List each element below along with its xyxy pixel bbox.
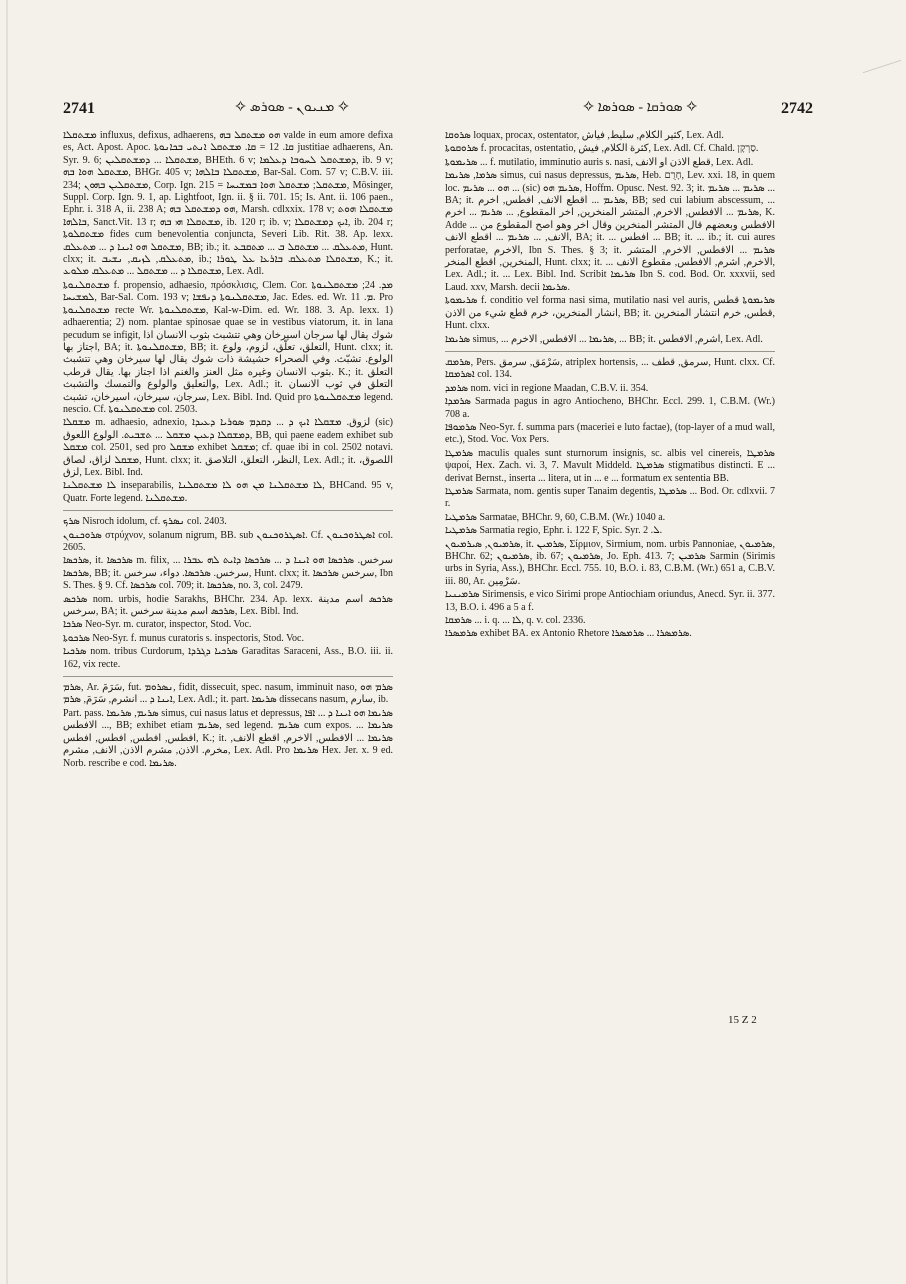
- entry: ܣܪܝܡܐ simus, ... ܣܪܝܡܐ ... الافطس, الاخرم, ... BB; it. اشرم, الافطس, Lex. Adl.: [445, 333, 763, 345]
- entry: ܣܪܘܩܘܬܐ f. procacitas, ostentatio, كثرة الكلام, فيش, Lex. Adl. Cf. Chald. סַרְקָן.: [445, 143, 759, 155]
- page-header: [63, 96, 813, 126]
- entry: ܣܪܡܛܐ maculis quales sunt sturnorum insignis, sc. albis vel cinereis, ܣܪܡܛܐ ψαροί, Hex. Zach. vi. 3, 7. Mavult Middeld. ܣܪܡܛܐ stigmatibus distincti. E ... derivat Bernst., inserta ... litera, ut in ... e ... formatum ex sententia BB.: [445, 447, 775, 484]
- right-running-title: ܣܘܪܩܐ - ܣܘܪܣܐ: [597, 100, 683, 115]
- entry: ܡܫܬܩܠܐ influxus, defixus, adhaerens, ܗܘ ܡܫܬܩܠ ܒܗ valde in eum amore defixa es, Act. Apost. Apoc. ܩܐ. 12 = ܩܐ. ܡܫܬܩܠ ܐܢܬܝ ܒܟܐܢܘܬܐ justitiae adhaerens, An. Syr. 9. 6; ܡܫܬܩܠܐ ... ܕܡܫܬܩܠܝܢ, BHEth. 6 v; ܕܡܫܬܩܠ ܠܚܘܒܐ ܕܥܠܡܐ, ib. 9 v; ܡܫܬܩܠ ܗܘܐ ܒܗ, BHGr. 405 v; ܡܫܬܩܠܐ ܒܐܠܗܐ, Bar-Sal. Com. 57 v; C.B.V. iii. 234; ܡܫܬܩܠܝܢ ܒܗܘܢ, Corp. Ign. 215 = ܡܫܬܩܠ; ܡܫܬܩܠ ܗܘܐ ܒܡܫܝܚܐ, Mösinger, Suppl. Corp. Ign. 9. 1, ap. Lightfoot, Ign. ii. § ii. 701. 15; Is. Ant. ii. 106 paen., Ephr. i. 318 A, ii. 238 A; ܗܘ ܕܡܫܬܩܠ ܒܗ, Marsh. cdlxxix. 178 v; ܡܫܬܩܠܐ ܗܘܬ ܒܐܠܗܐ, Sanct.Vit. 13 r; ܡܫܬܩܠܐ ܗܝ ܒܗ, ib. 120 r; ib. v; ܐܝܟ ܕܡܫܬܩܠܐ, ib. 204 r; ܡܫܬܩܠܘܬܐ fides cum benevolentia conjuncta, Severi Lib. Rit. 38. Ap. lexx. ܡܫܬܩܠ ܗܘ ܐܝܢܐ ܕ ... ܡܬܥܠܩ, BB; ib.; it. ܡܬܥܠܩ ... ܡܫܬܩܠ ܒ ... ܡܬܩܒܥ, Hunt. clxx; it. ܡܬܥܠܩ, ܠܙܝܩ, ܢܫܝܒ, ib.; ܡܫܬܩܠܐ ܡܬܥܠܩ ܒܐܪܥܐ ܥܠ ܛܘܪܐ, K.; it. ܡܫܬܩܠܐ ܕ ... ܡܫܬܩܠ ... ܡܬܥܠܩ ܡܠܘܥ, Lex. Adl.: [63, 130, 394, 278]
- entry: ܣܪܡܘܦܐ Neo-Syr. f. summa pars (maceriei e luto factae), (top-layer of a mud wall, etc.), Stod. Voc. Vox Pers.: [445, 421, 775, 446]
- entry: ܣܪܟ Nisroch idolum, cf. ܢܣܪܟ col. 2403.: [63, 516, 227, 528]
- signature-mark: 15 Z 2: [728, 1014, 757, 1026]
- entry: ܣܪܟܝܐ nom. tribus Curdorum, ܣܪܟܝܐ ܕܓܪܕܐ Garaditas Saraceni, Ass., B.O. iii. ii. 162, vix recte.: [63, 646, 393, 670]
- left-page-number: 2741: [63, 100, 95, 117]
- entry: ܣܪܟܘܬܐ Neo-Syr. f. munus curatoris s. inspectoris, Stod. Voc.: [63, 632, 304, 644]
- entry: ܣܪܡܣܪܐ exhibet BA. ex Antonio Rhetore ܣܪܡܣܪܐ ... ܣܪܡܣܪܐ.: [445, 628, 692, 640]
- entry: ܣܪܡܕܐ Sarmada pagus in agro Antiocheno, BHChr. Eccl. 299. 1, C.B.M. (Wr.) 708 a.: [445, 396, 775, 420]
- left-running-head: ✧ ܡܢܝܘܢ - ܣܘܪܣ ✧: [235, 100, 349, 115]
- entry: ܣܪܡܩܐ ... i. q. ... ܠܐ, q. v. col. 2336.: [445, 615, 586, 627]
- margin-mark: [863, 60, 901, 73]
- entry: ܣܪܡܕ nom. vici in regione Maadan, C.B.V. ii. 354.: [445, 382, 649, 394]
- right-page-number: 2742: [781, 100, 813, 117]
- left-running-title: ܡܢܝܘܢ - ܣܘܪܣ: [249, 100, 335, 115]
- entry: ܣܪܟܣ nom. urbis, hodie Sarakhs, BHChr. 234. Ap. lexx. ܣܪܟܣ اسم مدينة سرخس, BA; it. ܣܪܟܣ اسم مدينة سرخس, Lex. Bibl. Ind.: [63, 593, 393, 618]
- entry: ܣܪܝܡܘܬܐ ... f. mutilatio, imminutio auris s. nasi, قطع الاذن او الانف, Lex. Adl.: [445, 156, 754, 168]
- entry: ܣܪܟܐ Neo-Syr. m. curator, inspector, Stod. Voc.: [63, 619, 252, 631]
- page-edge: [6, 0, 8, 1284]
- entry: ܣܪܡܐ, ܣܪܝܡܐ simus, cui nasus depressus, ܣܪܝܡ, Heb. חָרֻם, Lev. xxi. 18, in quem loc. ܗܘ ... ܣܪܝܡ ... (sic) ܣܪܝܡ ܗܘ, Hoffm. Opusc. Nest. 92. 3; it. ܣܪܝܡ ... ܣܪܝܡ ... BA; it. ܣܪܝܡ ... اقطع الانف, افطس, اخرم, BB; sed cui labium abscessum, ... ܣܪܝܡ ... الافطس, الاخرم, المتشر المنخرين, اخر المقطوع, ... ܣܪܝܡ ... اخرم, K. Adde ... الافطس وبعضهم قال المتشر المنخرين وقال اخر وهو اصح المقطوع من الانف, ... ܣܪܝܡ ... اقطع الانف, BA; it. ... افطس ... BB; it. ... ib.; it. cui aures perforatae, الاخرم, Ibn S. Thes. § 3; it. ܣܪܝܡ ... الافطس, الاخرم, المتشر المنخرين, اقطع المنخر, Hunt. clxx; it. ... الاخرم, اشرم, الافطس, مقطوع الانف, Lex. Adl.; it. ... Lex. Bibl. Ind. Scribit ܣܪܝܡܐ Ibn S. cod. Bod. Or. xxxvii, sed Laud. xxv, Marsh. decii ܣܪܝܡܐ.: [445, 170, 776, 293]
- right-running-head: ✧ ܣܘܪܩܐ - ܣܘܪܣܐ ✧: [583, 100, 698, 115]
- entry: ܣܪܟܣܐ, it. ܣܪܟܣܐ m. filix, سرخس. ܣܪܟܣܐ ܗܘ ܐܝܢܐ ܕ ... ܣܪܟܣܐ ܕܐܝܬ ܠܗ ܥܒܪܐ ... ܣܪܟܣܐ, BB; it. سرخس. ܣܪܟܣܐ. دواء، سرخس, Hunt. clxx; it. سرخس ܣܪܟܣܐ, Ibn S. Thes. § 9. Cf. ܣܪܟܣܐ col. 709; it. ܣܪܟܣܐ, no. 3, col. 2479.: [63, 555, 393, 592]
- entry: ܠܐ ܡܫܬܩܠܢܐ inseparabilis, ܠܐ ܡܫܬܩܠܢܐ ܡܢ ܗܘ ܠܐ ܡܫܬܩܠܢܐ, BHCand. 95 v, Quatr. Forte legend. ܡܫܬܩܠܢܐ.: [63, 480, 393, 504]
- entry: Part. pass. ܣܪܝܡ, ܣܪܝܡܐ simus, cui nasus latus et depressus, ܣܪܝܡܐ ܗܘ ܐܝܢܐ ܕ ... ܐܦܐ ... الافطس, BB; exhibet etiam ܣܪܝܡ, sed legend. ܣܪܝܡ cum expos. ܣܪܝܡܐ ... افطس, افطس, افطس, افطس, K.; it. ܣܪܝܡܐ ... الافطس, الاخرم, اقطع الانف, مخرم. الاذن, مشرم الاذن, الانف, مشرم, Lex. Adl. Pro ܣܪܝܡܐ Hex. Jer. x. 9 ed. Norb. rescribe e cod. ܣܪܝܡܐ.: [63, 707, 394, 769]
- section-divider: [445, 351, 775, 352]
- entry: ܣܪܡܛܝܐ Sarmatae, BHChr. 9, 60, C.B.M. (Wr.) 1040 a.: [445, 511, 666, 523]
- entry: ܣܪܘܟܢܘܢ στρύχνον, solanum nigrum, BB. sub ܐܣܛܪܘܟܢܘܢ. Cf. ܐܣܛܪܘܟܢܘܢ col. 2605.: [63, 529, 394, 553]
- right-column: [445, 130, 775, 642]
- entry: ܣܪܡܩ, Pers. سَرْمَق, سرمق, atriplex hortensis, ... سرمق, قطف, Hunt. clxx. Cf. ܐܣܪܡܩܐ col. 134.: [445, 356, 775, 381]
- entry: ܣܪܡܛܝܐ Sarmatia regio, Ephr. i. 122 F, Spic. Syr. ܠ. 2.: [445, 525, 663, 537]
- entry: ܡܫܬܩܠܢܘܬܐ f. propensio, adhaesio, πρόσκλισις, Clem. Cor. ܡܕ. 24; ܡܫܬܩܠܢܘܬܐ ܠܡܫܝܚܐ, Bar-Sal. Com. 193 v; ܡܫܬܩܠܢܘܬܐ ܕܢܦܫܐ, Jac. Edes. ed. Wr. ܡ. 11. Pro ܡܫܬܩܠܢܘܬܐ recte Wr. ܡܫܬܩܠܢܘܬܐ, Kal-w-Dim. ed. Wr. 188. 3. Ap. lexx. 1) adhaerentia; 2) nom. plantae spinosae quae se in vestibus viatorum, it. in lana pecudum se infigit, شوك يقال لها سرجان اسيرخان وهي تتشبث بثوب الانسان اذا اجتاز بها, BA; it. ܡܫܬܩܠܢܘܬܐ, BB; it. التعلق، تعلّق، لزوم، ولوع, Hunt. clxx; it. الولوع. تشبّث. وفي الصحراء حشيشة ذات شوك يقال لها سيرخان وهي تتشبث بثوب الانسان وغيره مثل العنز والغنم اذا اجتاز بها. يقال قرطب. K.; it. التعلق والتعليق والولوع والتمسك والتشبث, Lex. Adl.; it. التعلق في ثوب الانسان سرجان، سيرخان، اسيرخان، تشبث, Lex. Bibl. Ind. Quid pro ܡܫܬܩܠܢܘܬܐ legend. nescio. Cf. ܡܫܬܩܠܢܘܬܐ col. 2503.: [63, 279, 394, 415]
- entry: ܣܪܡܝܘܢ, ܣܝܪܡܝܘܢ, it. ܣܪܡܝܢ, Σίρμιον, Sirmium, nom. urbis Pannoniae, ܣܪܡܝܘܢ, BHChr. 62; ܣܪܡܝܘܢ, ib. 67; ܣܪܡܝܘܢ, Jo. Eph. 413. 7; ܣܪܡܝܢ Sarmin (Sirimis urbs in Syria, Ass.), BHChr. Eccl. 755. 10, B.O. i. 83, C.B.M. (Wr.) 651 a, C.B.V. iii. 80, Ar. سَرْمِين.: [445, 538, 775, 587]
- entry: ܣܪܝܡܘܬܐ f. conditio vel forma nasi sima, mutilatio nasi vel auris, ܣܪܝܡܘܬܐ قطس انشار المنخرين، خرم قطع شيء من الاذن, BB; it. قطس, خرم انتشار المنخرين, Hunt. clxx.: [445, 295, 775, 332]
- section-divider: [63, 510, 393, 511]
- entry: ܣܪܡܛܐ Sarmata, nom. gentis super Tanaim degentis, ܣܪܡܛܐ ... Bod. Or. cdlxvii. 7 r.: [445, 485, 775, 510]
- entry: ܡܫܩܠܐ m. adhaesio, adnexio, لزوق. ܡܫܩܠܐ ܐܝܟ ܕ ... ܕܩܕܡ ܣܘܪܝܐ ܕܥܝܕܐ (sic) ܕܡܫܩܠܐ ܕܥܝܢ ܡܫܩܠ ... ܬܫܒܝܬ. الولوع اللعوق, BB, qui paene eadem exhibet sub ܡܫܩܠ col. 2501, sed pro ܡܫܩܠ exhibet ܡܫܩܠ; cf. quae ibi in col. 2502 notavi. ܡܫܩܠ لزاق، لصاق, Hunt. clxx; it. النظر، التعلق، التلاصق, Lex. Adl.; it. اللصوق، لزق, Lex. Bibl. Ind.: [63, 417, 394, 478]
- section-divider: [63, 676, 393, 677]
- entry: ܣܪܡ, Ar. سَرَمَ, fut. ܢܣܪܘܡ, fidit, dissecuit, spec. nasum, imminuit naso, ܣܪܡ ܗܘ ܐܝܢܐ ܕ ... انشرم, سَرَمَ, ܣܪܡ, Lex. Adl.; it. part. ܣܪܝܡܐ dissecans nasum, سارم, ib.: [63, 682, 394, 706]
- entry: ܣܪܡܝܢܝܐ Sirimensis, e vico Sirimi prope Antiochiam oriundus, Anecd. Syr. ii. 377. 13, B.O. i. 496 a 5 a f.: [445, 589, 775, 613]
- entry: ܣܪܘܩܐ loquax, procax, ostentator, كثير الكلام, سليط, فياش, Lex. Adl.: [445, 130, 724, 141]
- left-column: [63, 130, 393, 771]
